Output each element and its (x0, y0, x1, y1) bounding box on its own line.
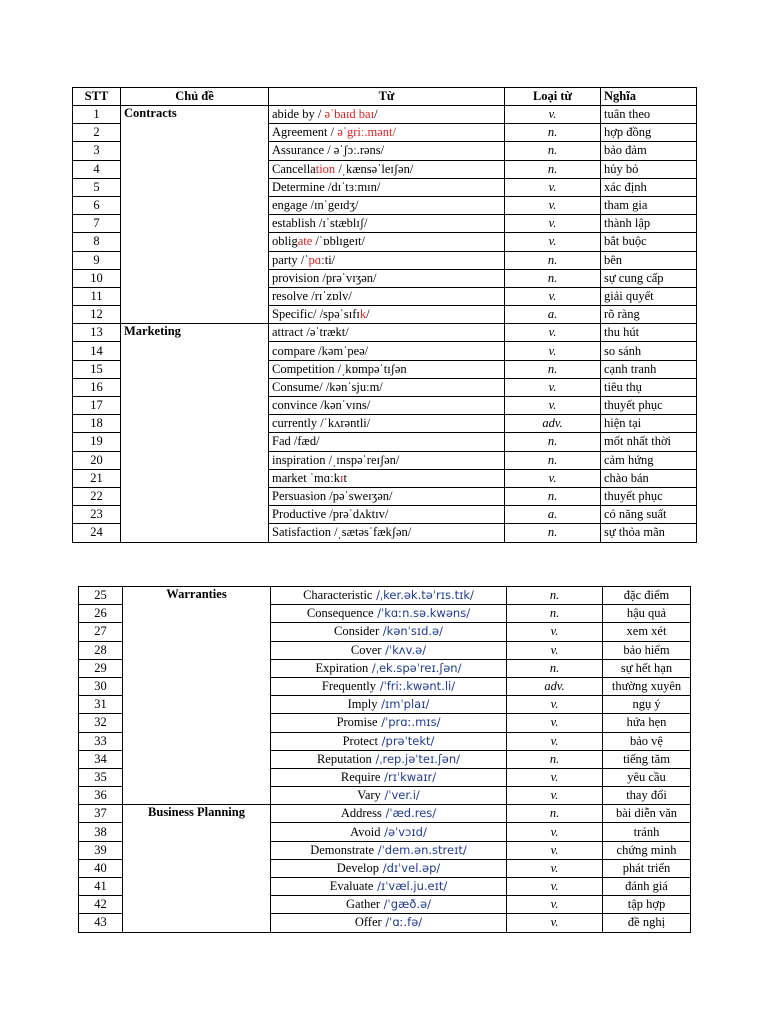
row-number: 12 (73, 306, 121, 324)
row-number: 39 (79, 841, 123, 859)
pronunciation-text: /ˌrep.jəˈteɪ.ʃən/ (371, 751, 461, 766)
word-cell (269, 251, 505, 269)
word-cell (271, 732, 507, 750)
word-text: Gather (346, 897, 381, 912)
row-number: 1 (73, 106, 121, 124)
topic-cell: Business Planning (123, 805, 271, 932)
row-number: 33 (79, 732, 123, 750)
header-topic: Chủ đề (121, 88, 269, 106)
word-type-cell: v. (505, 469, 601, 487)
meaning-cell: cảm hứng (601, 451, 697, 469)
row-number: 22 (73, 487, 121, 505)
meaning-cell: thuyết phục (601, 397, 697, 415)
meaning-cell: rõ ràng (601, 306, 697, 324)
pronunciation-text: /ˈɒblɪgeɪt/ (312, 234, 365, 249)
row-number: 27 (79, 623, 123, 641)
word-type-cell: v. (505, 215, 601, 233)
word-text: abide by (272, 107, 315, 122)
pronunciation-text: /ˈprɑː.mɪs/ (377, 715, 441, 730)
meaning-cell: hủy bỏ (601, 160, 697, 178)
vocabulary-table-1 (72, 87, 697, 543)
row-number: 23 (73, 506, 121, 524)
meaning-cell: đề nghị (603, 914, 691, 932)
pronunciation-text: / əˈbaɪd baɪ/ (314, 107, 378, 122)
row-number: 18 (73, 415, 121, 433)
word-cell (269, 487, 505, 505)
word-cell (269, 433, 505, 451)
word-cell (269, 160, 505, 178)
meaning-cell: mốt nhất thời (601, 433, 697, 451)
pronunciation-text: /dɪˈtɜːmɪn/ (324, 179, 381, 194)
word-type-cell: v. (507, 878, 603, 896)
meaning-cell: phát triển (603, 859, 691, 877)
meaning-cell: bên (601, 251, 697, 269)
word-text: inspiration (272, 452, 326, 467)
pronunciation-text: /ɪmˈplaɪ/ (377, 697, 430, 712)
word-text: compare (272, 343, 316, 358)
pronunciation-text: /əˈtrækt/ (303, 325, 349, 340)
word-text: currently (272, 416, 318, 431)
pronunciation-text: /prəˈtekt/ (378, 733, 435, 748)
word-text: Consider (333, 624, 380, 639)
meaning-cell: tiếng tăm (603, 750, 691, 768)
word-text: Avoid (350, 824, 381, 839)
word-text: Assurance (272, 143, 325, 158)
meaning-cell: thay đổi (603, 787, 691, 805)
pronunciation-text: /ˈfriː.kwənt.li/ (376, 679, 456, 694)
word-cell (269, 506, 505, 524)
pronunciation-text: / əˈʃɔː.rəns/ (324, 143, 385, 158)
pronunciation-text: /ˈdem.ən.streɪt/ (374, 842, 467, 857)
word-text: Cover (350, 642, 382, 657)
header-meaning: Nghĩa (601, 88, 697, 106)
word-cell (269, 415, 505, 433)
word-type-cell: v. (507, 641, 603, 659)
meaning-cell: bảo hiểm (603, 641, 691, 659)
table-row (73, 324, 697, 342)
pronunciation-text: /ɪˈvæl.ju.eɪt/ (373, 879, 448, 894)
pronunciation-text: /ˌkænsəˈleɪʃən/ (335, 161, 414, 176)
row-number: 43 (79, 914, 123, 932)
meaning-cell: xác định (601, 178, 697, 196)
word-type-cell: v. (505, 287, 601, 305)
pronunciation-text: /ˈpɑːti/ (297, 252, 336, 267)
row-number: 19 (73, 433, 121, 451)
word-text: obligate (272, 234, 313, 249)
pronunciation-text: /fæd/ (290, 434, 320, 449)
row-number: 4 (73, 160, 121, 178)
row-number: 35 (79, 768, 123, 786)
pronunciation-text: /ˌɪnspəˈreɪʃən/ (325, 452, 400, 467)
word-text: Characteristic (303, 588, 373, 603)
word-type-cell: n. (507, 605, 603, 623)
meaning-cell: sự cung cấp (601, 269, 697, 287)
word-text: Imply (347, 697, 378, 712)
row-number: 7 (73, 215, 121, 233)
word-type-cell: n. (507, 805, 603, 823)
word-cell (269, 524, 505, 542)
row-number: 41 (79, 878, 123, 896)
word-cell (269, 178, 505, 196)
word-cell (269, 378, 505, 396)
meaning-cell: tập hợp (603, 896, 691, 914)
pronunciation-text: /ˈɑː.fə/ (381, 915, 423, 930)
word-text: engage (272, 198, 308, 213)
word-cell (271, 714, 507, 732)
row-number: 26 (79, 605, 123, 623)
meaning-cell: có năng suất (601, 506, 697, 524)
word-cell (269, 287, 505, 305)
pronunciation-text: /ɪnˈgeɪdʒ/ (307, 198, 359, 213)
row-number: 10 (73, 269, 121, 287)
word-type-cell: n. (507, 659, 603, 677)
word-type-cell: n. (505, 433, 601, 451)
word-text: Fad (272, 434, 291, 449)
table-row (79, 587, 691, 605)
word-cell (271, 841, 507, 859)
word-text: resolve (272, 288, 309, 303)
word-cell (271, 768, 507, 786)
word-text: establish (272, 216, 316, 231)
pronunciation-text: /spəˈsɪfɪk/ (316, 307, 370, 322)
meaning-cell: tuân theo (601, 106, 697, 124)
row-number: 32 (79, 714, 123, 732)
pronunciation-text: /rɪˈzɒlv/ (308, 288, 352, 303)
word-type-cell: n. (505, 487, 601, 505)
word-text: Offer (354, 915, 382, 930)
row-number: 38 (79, 823, 123, 841)
word-cell (271, 859, 507, 877)
word-text: Persuasion (272, 489, 327, 504)
meaning-cell: yêu cầu (603, 768, 691, 786)
word-type-cell: v. (505, 106, 601, 124)
meaning-cell: xem xét (603, 623, 691, 641)
word-type-cell: v. (507, 859, 603, 877)
word-text: Competition (272, 361, 335, 376)
word-type-cell: v. (505, 342, 601, 360)
word-text: Consequence (306, 606, 374, 621)
word-text: Reputation (316, 751, 372, 766)
row-number: 30 (79, 677, 123, 695)
pronunciation-text: /rɪˈkwaɪr/ (380, 769, 437, 784)
topic-cell: Contracts (121, 106, 269, 324)
word-text: Determine (272, 179, 325, 194)
word-type-cell: v. (507, 732, 603, 750)
word-cell (271, 878, 507, 896)
pronunciation-text: /ˌkɒmpəˈtɪʃən (334, 361, 407, 376)
pronunciation-text: /ˌker.ək.təˈrɪs.tɪk/ (372, 588, 474, 603)
row-number: 3 (73, 142, 121, 160)
meaning-cell: bắt buộc (601, 233, 697, 251)
row-number: 17 (73, 397, 121, 415)
word-cell (271, 677, 507, 695)
word-cell (269, 106, 505, 124)
word-type-cell: n. (505, 124, 601, 142)
row-number: 14 (73, 342, 121, 360)
row-number: 2 (73, 124, 121, 142)
meaning-cell: thuyết phục (601, 487, 697, 505)
word-type-cell: n. (505, 269, 601, 287)
header-row (73, 88, 697, 106)
meaning-cell: bảo vệ (603, 732, 691, 750)
word-text: Frequently (321, 679, 377, 694)
pronunciation-text: /ˌsætəsˈfækʃən/ (331, 525, 412, 540)
pronunciation-text: /pəˈsweɪʒən/ (326, 489, 393, 504)
table-body (79, 587, 691, 933)
word-cell (269, 306, 505, 324)
word-text: Consume/ (272, 379, 323, 394)
meaning-cell: ngụ ý (603, 696, 691, 714)
word-cell (271, 659, 507, 677)
meaning-cell: đặc điểm (603, 587, 691, 605)
meaning-cell: tránh (603, 823, 691, 841)
word-type-cell: n. (505, 360, 601, 378)
word-cell (271, 605, 507, 623)
word-text: Require (340, 769, 381, 784)
word-cell (271, 823, 507, 841)
word-text: Agreement (272, 125, 328, 140)
pronunciation-text: /ˈkʌrəntli/ (317, 416, 371, 431)
word-text: Productive (272, 507, 327, 522)
word-text: attract (272, 325, 304, 340)
meaning-cell: chào bán (601, 469, 697, 487)
meaning-cell: thu hút (601, 324, 697, 342)
row-number: 24 (73, 524, 121, 542)
word-type-cell: v. (505, 233, 601, 251)
table-row (79, 805, 691, 823)
meaning-cell: hợp đồng (601, 124, 697, 142)
row-number: 37 (79, 805, 123, 823)
word-cell (269, 142, 505, 160)
word-type-cell: v. (507, 768, 603, 786)
word-cell (271, 641, 507, 659)
word-cell (271, 587, 507, 605)
word-cell (269, 342, 505, 360)
row-number: 34 (79, 750, 123, 768)
word-text: convince (272, 398, 318, 413)
row-number: 21 (73, 469, 121, 487)
word-text: Vary (357, 788, 381, 803)
word-type-cell: v. (507, 623, 603, 641)
word-type-cell: n. (505, 451, 601, 469)
meaning-cell: bài diễn văn (603, 805, 691, 823)
word-text: Protect (342, 733, 378, 748)
word-cell (269, 215, 505, 233)
topic-cell: Marketing (121, 324, 269, 542)
pronunciation-text: /dɪˈvel.əp/ (379, 860, 441, 875)
word-text: Develop (336, 860, 380, 875)
word-text: Expiration (315, 660, 369, 675)
vocabulary-table-2 (78, 586, 691, 933)
pronunciation-text: ˈmɑːkɪt (306, 470, 347, 485)
word-cell (271, 787, 507, 805)
meaning-cell: cạnh tranh (601, 360, 697, 378)
pronunciation-text: /ˈkɑːn.sə.kwəns/ (373, 606, 471, 621)
meaning-cell: thành lập (601, 215, 697, 233)
row-number: 15 (73, 360, 121, 378)
pronunciation-text: /prəˈvɪʒən/ (319, 270, 377, 285)
row-number: 36 (79, 787, 123, 805)
word-cell (269, 324, 505, 342)
pronunciation-text: /kəmˈpeə/ (315, 343, 369, 358)
meaning-cell: hậu quả (603, 605, 691, 623)
row-number: 6 (73, 196, 121, 214)
word-cell (269, 397, 505, 415)
word-type-cell: v. (507, 914, 603, 932)
word-type-cell: v. (507, 714, 603, 732)
pronunciation-text: /kənˈsjuːm/ (322, 379, 383, 394)
pronunciation-text: /prəˈdʌktɪv/ (326, 507, 389, 522)
word-type-cell: n. (505, 524, 601, 542)
row-number: 28 (79, 641, 123, 659)
word-cell (269, 451, 505, 469)
pronunciation-text: / əˈgriː.mənt/ (327, 125, 396, 140)
topic-cell: Warranties (123, 587, 271, 805)
meaning-cell: bảo đảm (601, 142, 697, 160)
row-number: 29 (79, 659, 123, 677)
pronunciation-text: /ˈæd.res/ (381, 806, 437, 821)
row-number: 42 (79, 896, 123, 914)
meaning-cell: thường xuyên (603, 677, 691, 695)
word-type-cell: v. (505, 178, 601, 196)
word-type-cell: a. (505, 306, 601, 324)
word-type-cell: n. (505, 160, 601, 178)
word-text: Promise (336, 715, 378, 730)
header-stt: STT (73, 88, 121, 106)
word-cell (271, 623, 507, 641)
pronunciation-text: /ɪˈstæblɪʃ/ (315, 216, 368, 231)
row-number: 5 (73, 178, 121, 196)
word-cell (271, 750, 507, 768)
pronunciation-text: /əˈvɔɪd/ (380, 824, 427, 839)
word-type-cell: n. (507, 750, 603, 768)
word-type-cell: v. (507, 823, 603, 841)
word-cell (269, 124, 505, 142)
word-cell (269, 469, 505, 487)
meaning-cell: giải quyết (601, 287, 697, 305)
meaning-cell: hiện tại (601, 415, 697, 433)
word-type-cell: v. (505, 324, 601, 342)
word-text: Address (340, 806, 382, 821)
word-cell (269, 269, 505, 287)
pronunciation-text: /ˈver.i/ (380, 788, 420, 803)
header-word: Từ (269, 88, 505, 106)
word-type-cell: v. (507, 696, 603, 714)
word-text: Evaluate (329, 879, 374, 894)
word-cell (269, 233, 505, 251)
row-number: 9 (73, 251, 121, 269)
word-text: market (272, 470, 307, 485)
row-number: 25 (79, 587, 123, 605)
word-cell (271, 696, 507, 714)
word-type-cell: a. (505, 506, 601, 524)
word-type-cell: n. (505, 251, 601, 269)
pronunciation-text: /kənˈvɪns/ (317, 398, 371, 413)
word-type-cell: n. (507, 587, 603, 605)
meaning-cell: đánh giá (603, 878, 691, 896)
pronunciation-text: /ˈkʌv.ə/ (381, 642, 427, 657)
word-type-cell: n. (505, 142, 601, 160)
word-text: provision (272, 270, 320, 285)
row-number: 16 (73, 378, 121, 396)
word-type-cell: adv. (507, 677, 603, 695)
word-text: Specific/ (272, 307, 317, 322)
word-text: Satisfaction (272, 525, 332, 540)
word-type-cell: adv. (505, 415, 601, 433)
meaning-cell: chứng minh (603, 841, 691, 859)
header-pos: Loại từ (505, 88, 601, 106)
meaning-cell: hứa hẹn (603, 714, 691, 732)
word-type-cell: v. (505, 378, 601, 396)
word-cell (271, 914, 507, 932)
meaning-cell: so sánh (601, 342, 697, 360)
word-cell (269, 360, 505, 378)
meaning-cell: tham gia (601, 196, 697, 214)
row-number: 11 (73, 287, 121, 305)
meaning-cell: tiêu thụ (601, 378, 697, 396)
pronunciation-text: /ˌek.spəˈreɪ.ʃən/ (368, 660, 462, 675)
word-cell (271, 896, 507, 914)
pronunciation-text: /ˈgæð.ə/ (380, 897, 431, 912)
table-body (73, 106, 697, 543)
meaning-cell: sự thỏa mãn (601, 524, 697, 542)
word-type-cell: v. (505, 397, 601, 415)
word-type-cell: v. (507, 896, 603, 914)
word-cell (271, 805, 507, 823)
row-number: 20 (73, 451, 121, 469)
meaning-cell: sự hết hạn (603, 659, 691, 677)
row-number: 40 (79, 859, 123, 877)
word-text: Demonstrate (310, 842, 375, 857)
word-type-cell: v. (507, 841, 603, 859)
row-number: 8 (73, 233, 121, 251)
pronunciation-text: /kənˈsɪd.ə/ (379, 624, 444, 639)
row-number: 31 (79, 696, 123, 714)
word-text: Cancellation (272, 161, 336, 176)
word-cell (269, 196, 505, 214)
word-text: party (272, 252, 298, 267)
row-number: 13 (73, 324, 121, 342)
word-type-cell: v. (507, 787, 603, 805)
table-row (73, 106, 697, 124)
word-type-cell: v. (505, 196, 601, 214)
